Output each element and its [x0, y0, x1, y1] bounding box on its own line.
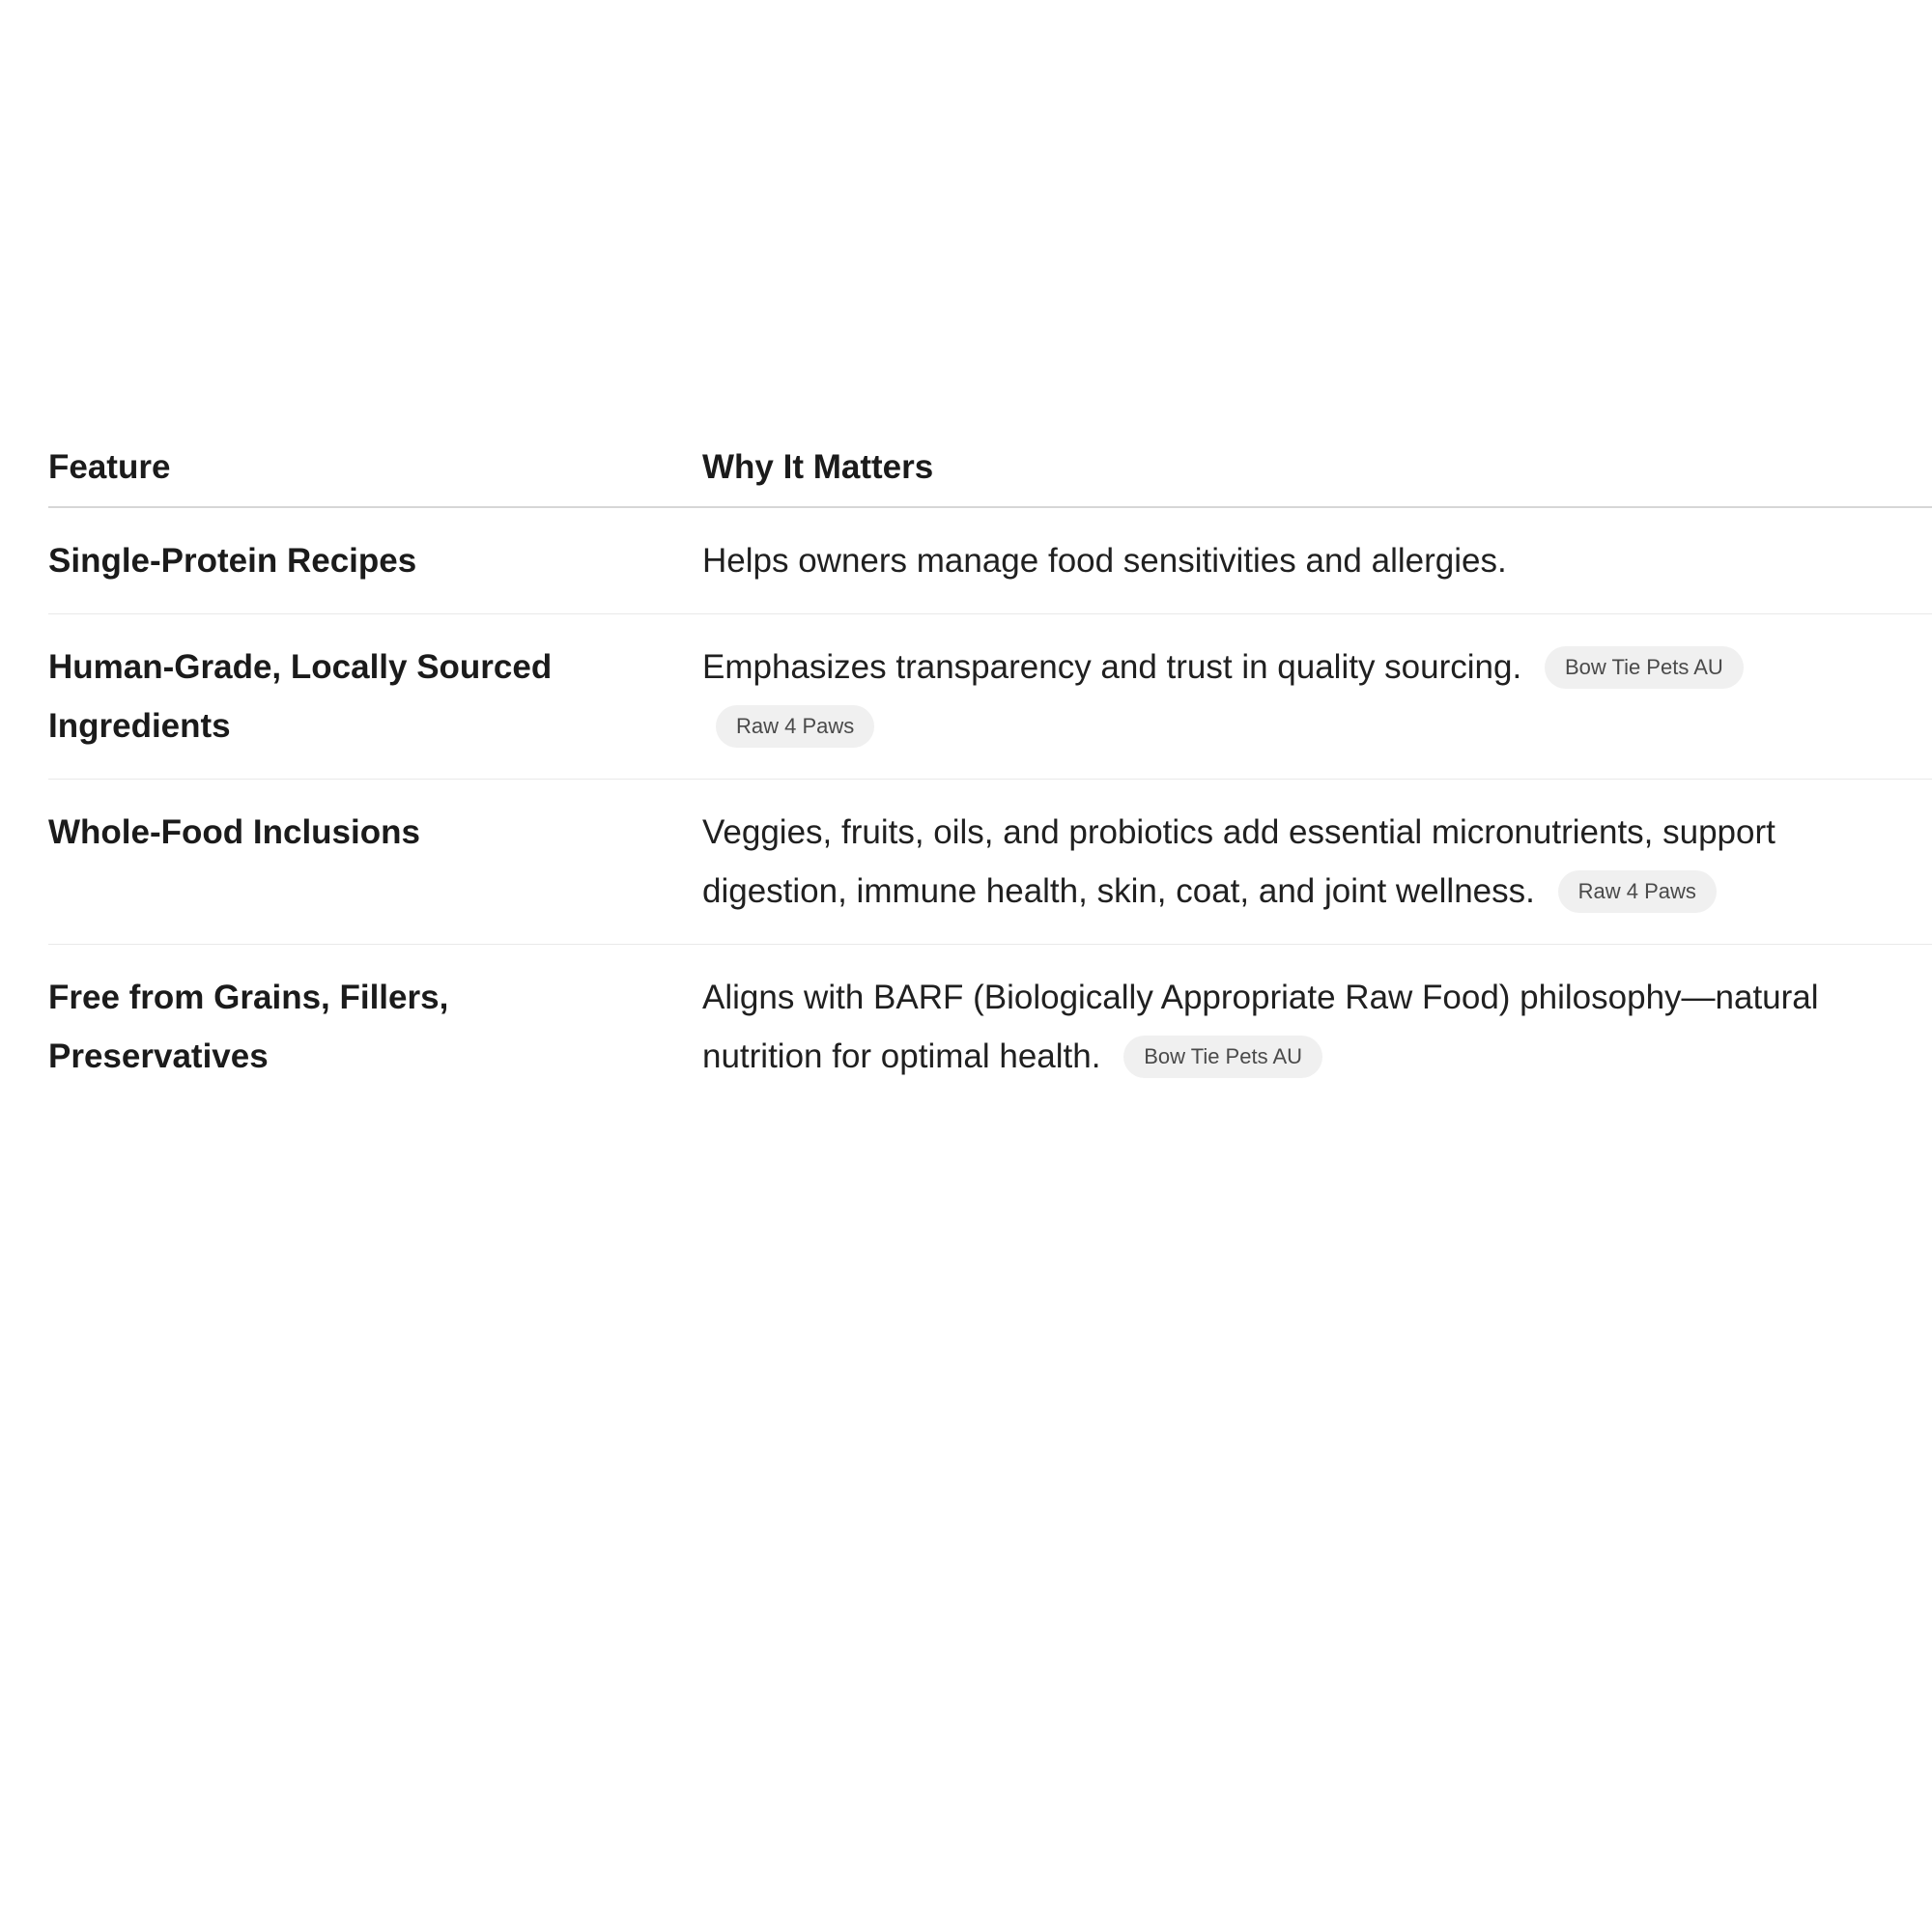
why-text: Aligns with BARF (Biologically Appropriate Raw Food) philosophy—natural nutrition for optimal health.	[702, 979, 1819, 1075]
source-chip[interactable]: Bow Tie Pets AU	[1123, 1036, 1322, 1078]
why-text: Emphasizes transparency and trust in quality sourcing.	[702, 648, 1522, 686]
table-header-row	[48, 425, 1932, 507]
table-row	[48, 614, 1932, 780]
why-cell	[702, 507, 1932, 614]
source-chip[interactable]: Raw 4 Paws	[716, 705, 874, 748]
table-row	[48, 780, 1932, 945]
column-header-why-it-matters: Why It Matters	[702, 425, 1932, 507]
source-chip[interactable]: Bow Tie Pets AU	[1545, 646, 1744, 689]
why-cell	[702, 614, 1932, 780]
feature-table-container	[48, 425, 1932, 1109]
why-cell	[702, 945, 1932, 1110]
why-text: Helps owners manage food sensitivities and allergies.	[702, 542, 1507, 580]
feature-cell: Whole-Food Inclusions	[48, 780, 702, 945]
feature-table	[48, 425, 1932, 1109]
feature-cell: Human-Grade, Locally Sourced Ingredients	[48, 614, 702, 780]
why-text: Veggies, fruits, oils, and probiotics add essential micronutrients, support digestion, immune health, skin, coat, and joint wellness.	[702, 813, 1776, 910]
feature-cell: Single-Protein Recipes	[48, 507, 702, 614]
column-header-feature: Feature	[48, 425, 702, 507]
feature-cell: Free from Grains, Fillers, Preservatives	[48, 979, 449, 1075]
why-cell	[702, 780, 1932, 945]
table-row	[48, 507, 1932, 614]
table-row	[48, 945, 1932, 1110]
source-chip[interactable]: Raw 4 Paws	[1558, 870, 1717, 913]
